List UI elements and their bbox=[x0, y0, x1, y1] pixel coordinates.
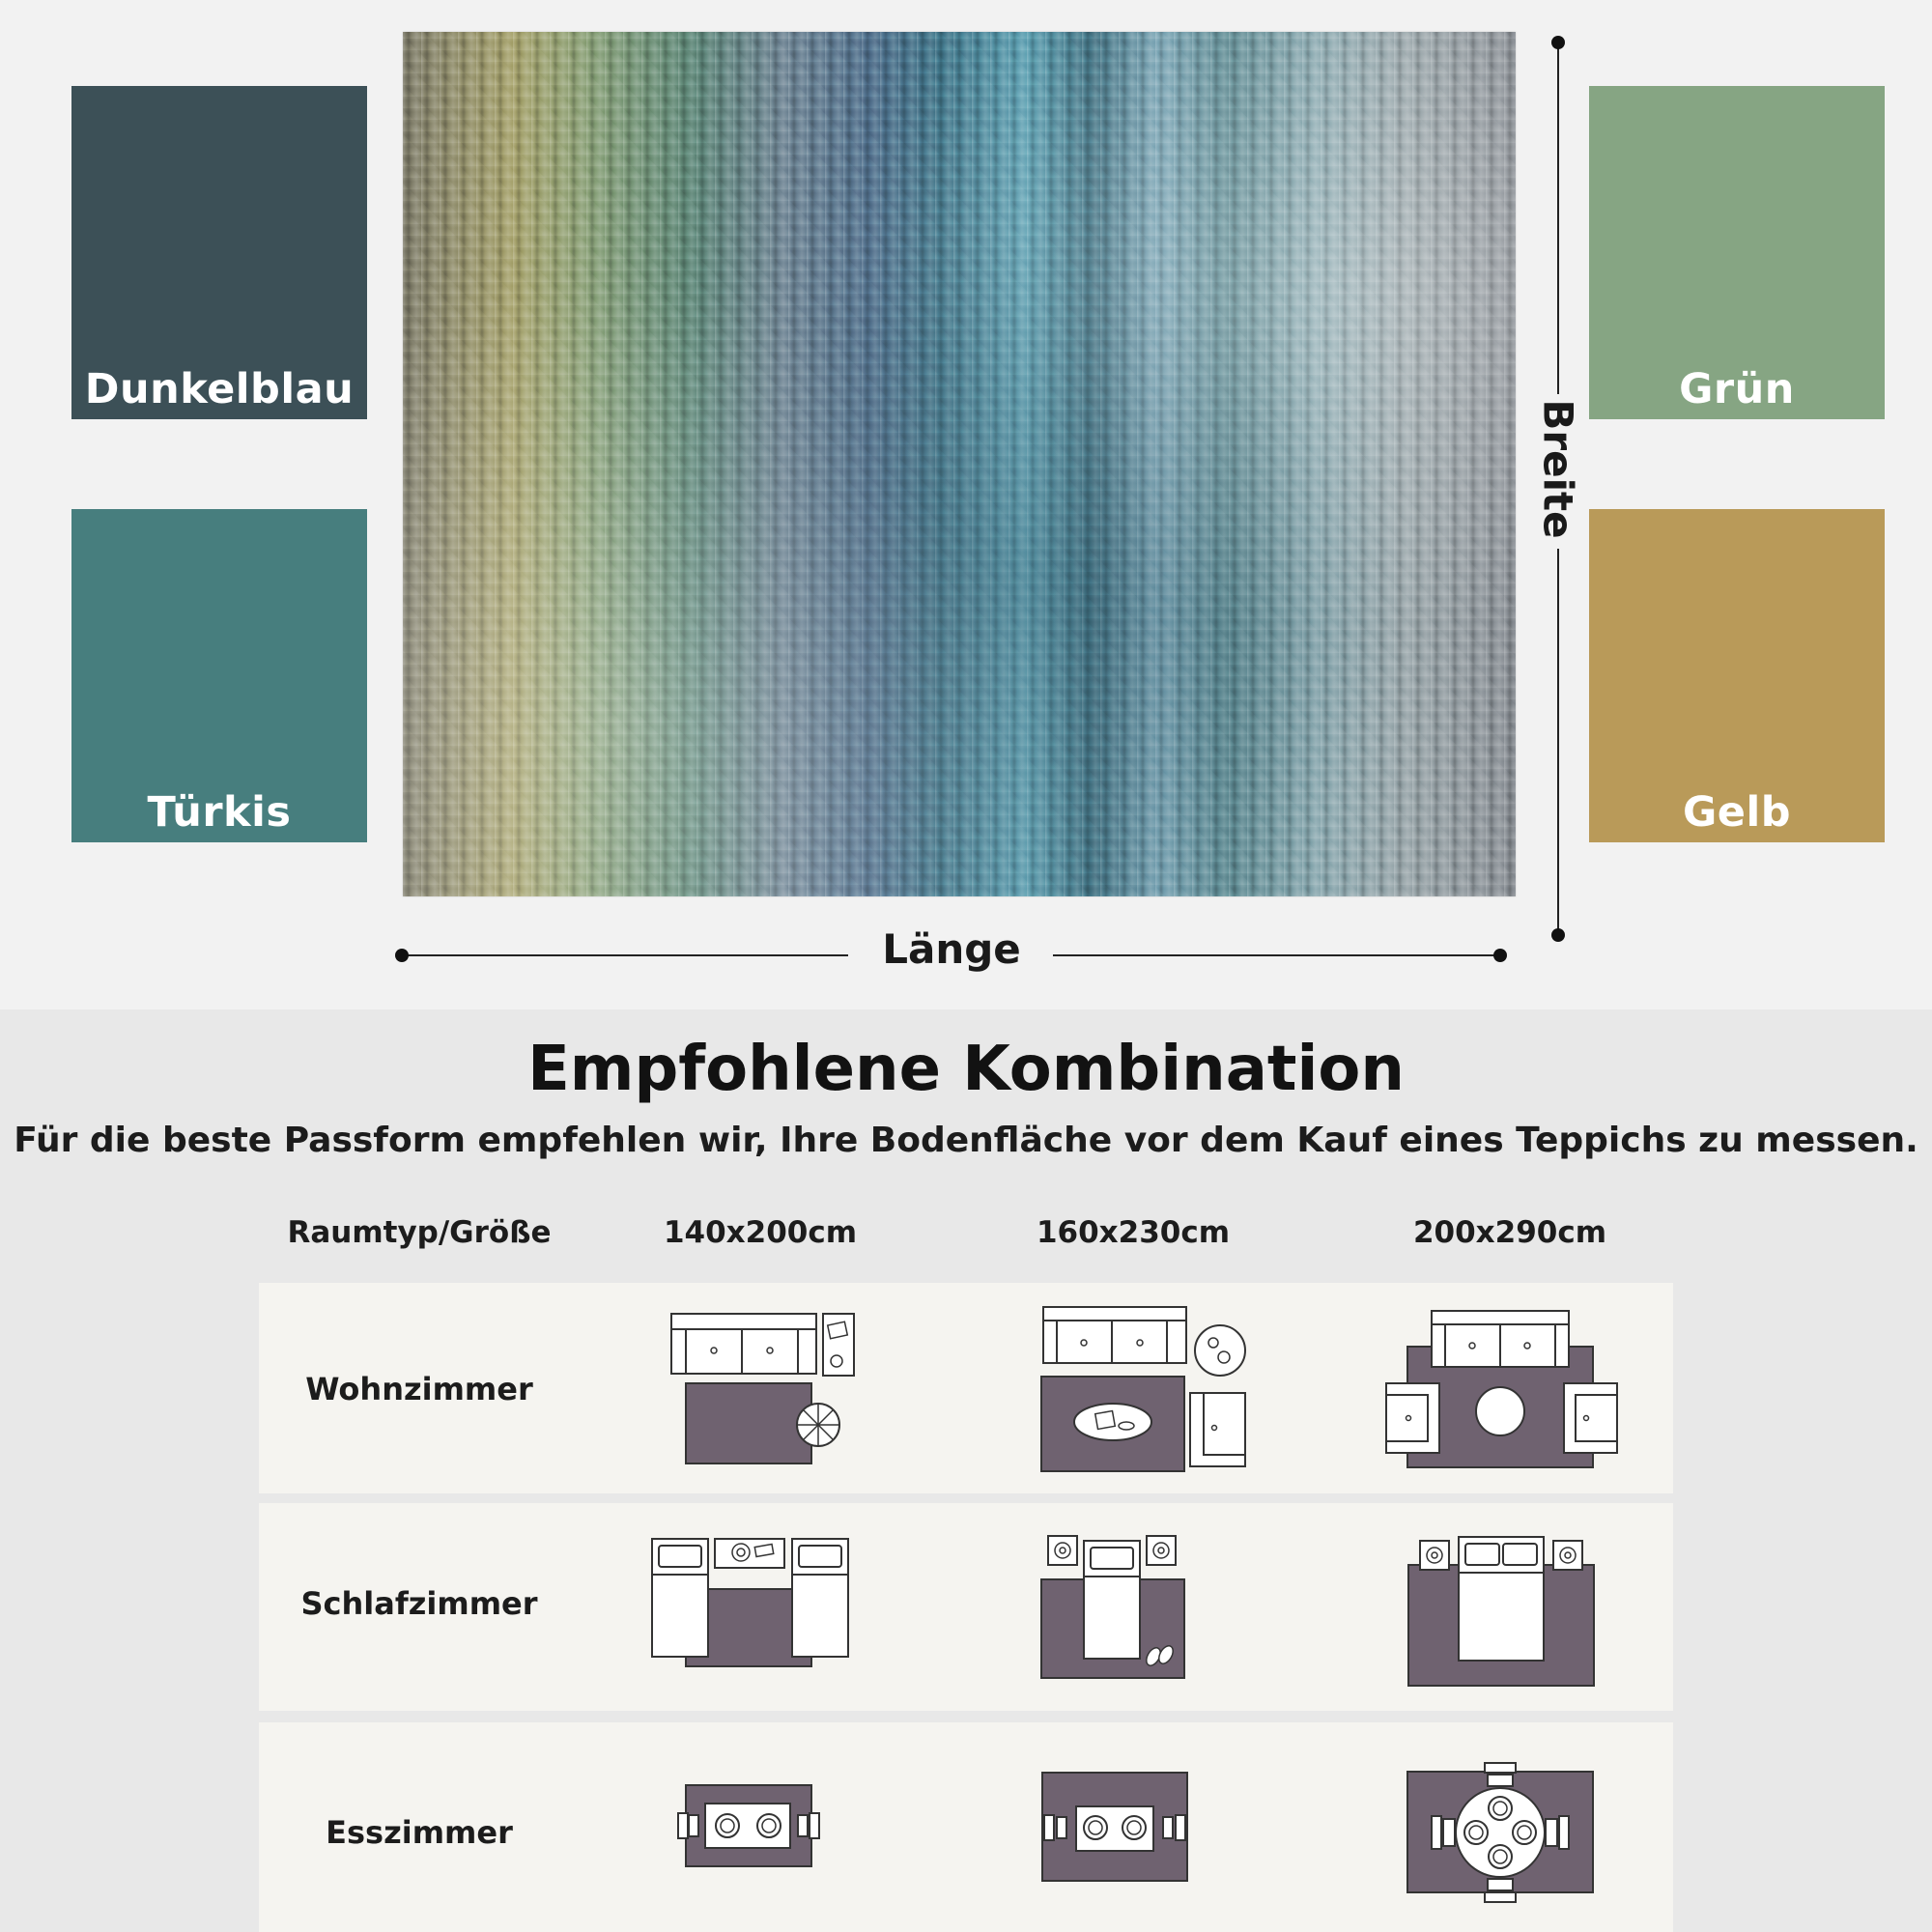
bedroom-200x290-icon bbox=[1406, 1534, 1599, 1689]
length-label: Länge bbox=[882, 925, 1021, 973]
section-subtitle: Für die beste Passform empfehlen wir, Ihre Bodenfläche vor dem Kauf eines Teppichs zu messen. bbox=[14, 1121, 1918, 1160]
header-size-140x200: 140x200cm bbox=[663, 1215, 858, 1250]
living-room-140x200-icon bbox=[667, 1306, 860, 1470]
swatch-label: Türkis bbox=[147, 788, 292, 837]
swatch-label: Gelb bbox=[1683, 788, 1791, 837]
swatch-label: Grün bbox=[1679, 365, 1795, 413]
header-size-200x290: 200x290cm bbox=[1412, 1215, 1607, 1250]
header-size-160x230: 160x230cm bbox=[1036, 1215, 1231, 1250]
width-label: Breite bbox=[1534, 399, 1582, 539]
swatch-label: Dunkelblau bbox=[84, 365, 355, 413]
bedroom-140x200-icon bbox=[649, 1536, 852, 1671]
room-label-esszimmer: Esszimmer bbox=[326, 1814, 513, 1851]
section-title: Empfohlene Kombination bbox=[527, 1034, 1405, 1105]
living-room-200x290-icon bbox=[1383, 1306, 1620, 1472]
room-label-schlafzimmer: Schlafzimmer bbox=[300, 1585, 538, 1622]
bedroom-160x230-icon bbox=[1038, 1531, 1193, 1681]
dining-160x230-icon bbox=[1039, 1770, 1189, 1884]
dining-140x200-icon bbox=[676, 1782, 821, 1869]
living-room-160x230-icon bbox=[1038, 1304, 1251, 1473]
dining-200x290-icon bbox=[1403, 1760, 1601, 1915]
header-room-size: Raumtyp/Größe bbox=[287, 1215, 552, 1250]
room-label-wohnzimmer: Wohnzimmer bbox=[305, 1371, 533, 1407]
